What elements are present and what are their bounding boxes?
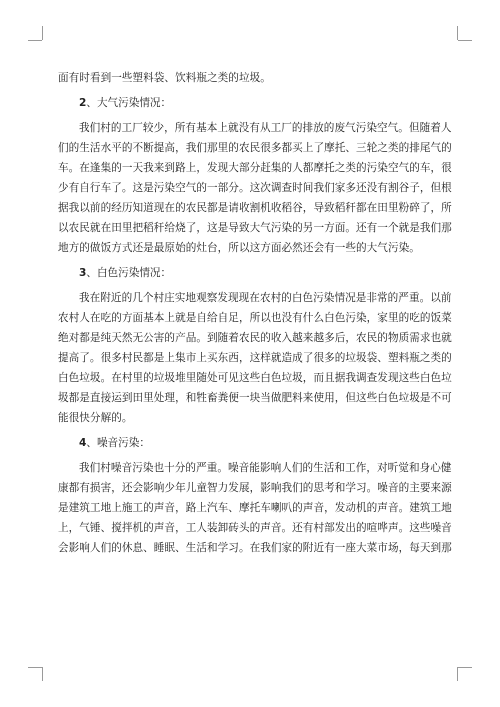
paragraph-line: 我们村的工厂较少，所有基本上就没有从工厂的排放的废气污染空气。但随着人	[79, 122, 452, 134]
crop-mark-top-right-vertical	[457, 26, 458, 40]
section-number: 4	[79, 437, 87, 449]
section-title: 、噪音污染：	[86, 437, 150, 449]
paragraph-line: 圾都是直接运到田里处理，和牲畜粪便一块当做肥料来使用，但这些白色垃圾是不可	[58, 392, 452, 404]
section-number: 2	[79, 97, 87, 109]
section-body-air-pollution	[58, 118, 452, 258]
paragraph-line: 是建筑工地上施工的声音，路上汽车、摩托车喇叭的声音，发动机的声音。建筑工地	[58, 502, 452, 514]
crop-mark-bottom-left-vertical	[42, 667, 43, 681]
paragraph-line: 康都有损害，还会影响少年儿童智力发展，影响我们的思考和学习。噪音的主要来源	[58, 482, 452, 494]
paragraph-line: 会影响人们的休息、睡眠、生活和学习。在我们家的附近有一座大菜市场，每天到那	[58, 542, 452, 554]
crop-mark-top-left-horizontal	[28, 40, 42, 41]
intro-line: 面有时看到一些塑料袋、饮料瓶之类的垃圾。	[58, 72, 271, 84]
section-heading-white-pollution	[58, 263, 444, 283]
paragraph-line: 我在附近的几个村庄实地观察发现现在农村的白色污染情况是非常的严重。以前	[79, 292, 452, 304]
crop-mark-bottom-right-vertical	[457, 667, 458, 681]
paragraph-line: 能很快分解的。	[58, 412, 133, 424]
paragraph-line: 们的生活水平的不断提高，我们那里的农民很多都买上了摩托、三轮之类的排尾气的	[58, 142, 452, 154]
paragraph-line: 绝对都是纯天然无公害的产品。到随着农民的收入越来越多后，农民的物质需求也就	[58, 332, 452, 344]
paragraph-line: 地方的做饭方式还是最原始的灶台，所以这方面必然还会有一些的大气污染。	[58, 242, 420, 254]
crop-mark-top-right-horizontal	[458, 40, 472, 41]
document-body	[58, 68, 452, 558]
paragraph-line: 上，气锤、搅拌机的声音，工人装卸砖头的声音。还有村部发出的喧哗声。这些噪音	[58, 522, 452, 534]
paragraph-line: 少有自行车了。这是污染空气的一部分。这次调查时间我们家多还没有割谷子，但根	[58, 182, 452, 194]
section-heading-air-pollution	[58, 93, 444, 113]
paragraph-line: 农村人在吃的方面基本上就是自给自足，所以也没有什么白色污染，家里的吃的饭菜	[58, 312, 452, 324]
paragraph-line: 我们村噪音污染也十分的严重。噪音能影响人们的生活和工作，对听觉和身心健	[79, 462, 452, 474]
paragraph-line: 车。在逢集的一天我来到路上，发现大部分赶集的人都摩托之类的污染空气的车，很	[58, 162, 452, 174]
section-heading-noise-pollution	[58, 433, 444, 453]
paragraph-line: 提高了。很多村民都是上集市上买东西，这样就造成了很多的垃圾袋、塑料瓶之类的	[58, 352, 452, 364]
crop-mark-top-left-vertical	[42, 26, 43, 40]
crop-mark-bottom-left-horizontal	[28, 667, 42, 668]
crop-mark-bottom-right-horizontal	[458, 667, 472, 668]
paragraph-line: 据我以前的经历知道现在的农民都是请收割机收稻谷，导致稻秆都在田里粉碎了，所	[58, 202, 452, 214]
paragraph-line: 白色垃圾。在村里的垃圾堆里随处可见这些白色垃圾，而且据我调查发现这些白色垃	[58, 372, 452, 384]
section-title: 、大气污染情况：	[86, 97, 172, 109]
paragraph-line: 以农民就在田里把稻秆给烧了，这是导致大气污染的另一方面。还有一个就是我们那	[58, 222, 452, 234]
section-body-white-pollution	[58, 288, 452, 428]
section-number: 3	[79, 267, 87, 279]
section-body-noise-pollution	[58, 458, 452, 558]
section-title: 、白色污染情况：	[86, 267, 172, 279]
